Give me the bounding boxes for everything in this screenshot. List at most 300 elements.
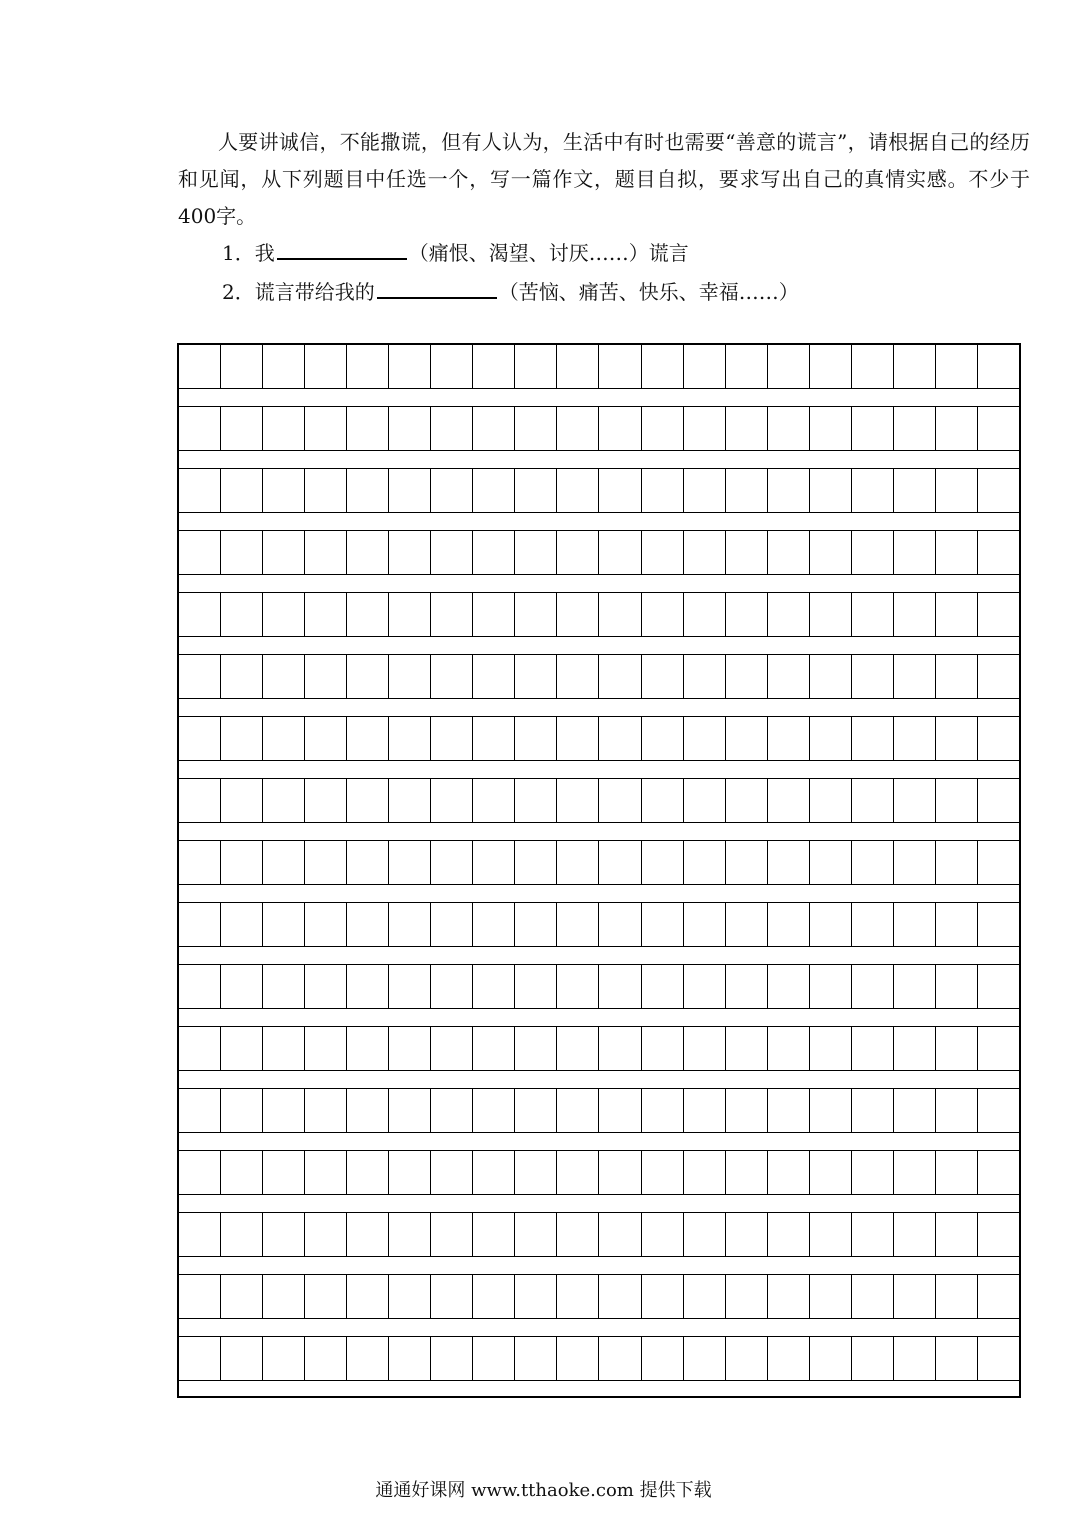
fill-in-blank[interactable] [377,296,497,299]
grid-cell[interactable] [557,1213,599,1256]
grid-cell[interactable] [642,593,684,636]
grid-cell[interactable] [389,1337,431,1380]
grid-cell[interactable] [431,655,473,698]
grid-cell[interactable] [894,1151,936,1194]
grid-cell[interactable] [221,1213,263,1256]
grid-cell[interactable] [431,1089,473,1132]
grid-cell[interactable] [515,779,557,822]
grid-cell[interactable] [894,841,936,884]
grid-cell[interactable] [473,779,515,822]
grid-cell[interactable] [852,1337,894,1380]
grid-cell[interactable] [263,965,305,1008]
grid-cell[interactable] [642,655,684,698]
grid-cell[interactable] [557,407,599,450]
grid-cell[interactable] [936,1213,978,1256]
grid-cell[interactable] [852,841,894,884]
grid-cell[interactable] [431,779,473,822]
grid-cell[interactable] [726,1151,768,1194]
grid-cell[interactable] [389,965,431,1008]
grid-cell[interactable] [347,779,389,822]
grid-cell[interactable] [179,717,221,760]
grid-cell[interactable] [936,1027,978,1070]
grid-cell[interactable] [305,1275,347,1318]
grid-cell[interactable] [473,1213,515,1256]
grid-cell[interactable] [557,1337,599,1380]
grid-cell[interactable] [179,469,221,512]
grid-cell[interactable] [431,1213,473,1256]
grid-cell[interactable] [642,469,684,512]
grid-cell[interactable] [978,841,1019,884]
grid-cell[interactable] [263,407,305,450]
grid-cell[interactable] [852,345,894,388]
grid-cell[interactable] [684,655,726,698]
grid-cell[interactable] [810,593,852,636]
grid-cell[interactable] [347,655,389,698]
grid-cell[interactable] [515,1027,557,1070]
grid-cell[interactable] [768,1151,810,1194]
grid-cell[interactable] [936,1337,978,1380]
grid-cell[interactable] [852,965,894,1008]
grid-cell[interactable] [347,841,389,884]
grid-cell[interactable] [894,903,936,946]
grid-cell[interactable] [305,469,347,512]
grid-cell[interactable] [852,1275,894,1318]
grid-cell[interactable] [221,717,263,760]
grid-cell[interactable] [557,1275,599,1318]
grid-cell[interactable] [431,1027,473,1070]
grid-cell[interactable] [515,1089,557,1132]
grid-cell[interactable] [599,1027,641,1070]
grid-cell[interactable] [515,1275,557,1318]
grid-cell[interactable] [599,1213,641,1256]
grid-cell[interactable] [179,1213,221,1256]
grid-cell[interactable] [894,531,936,574]
grid-cell[interactable] [978,779,1019,822]
grid-cell[interactable] [978,903,1019,946]
grid-cell[interactable] [599,1337,641,1380]
grid-cell[interactable] [221,965,263,1008]
grid-cell[interactable] [515,1337,557,1380]
grid-cell[interactable] [894,779,936,822]
grid-cell[interactable] [684,1213,726,1256]
grid-cell[interactable] [431,1275,473,1318]
grid-cell[interactable] [431,1151,473,1194]
grid-cell[interactable] [179,1151,221,1194]
grid-cell[interactable] [431,531,473,574]
grid-cell[interactable] [684,407,726,450]
grid-cell[interactable] [978,655,1019,698]
grid-cell[interactable] [473,1275,515,1318]
grid-cell[interactable] [389,407,431,450]
grid-cell[interactable] [726,345,768,388]
grid-cell[interactable] [431,407,473,450]
grid-cell[interactable] [768,469,810,512]
grid-cell[interactable] [642,903,684,946]
grid-cell[interactable] [305,531,347,574]
grid-cell[interactable] [684,531,726,574]
grid-cell[interactable] [473,965,515,1008]
grid-cell[interactable] [305,593,347,636]
grid-cell[interactable] [389,1213,431,1256]
grid-cell[interactable] [263,345,305,388]
grid-cell[interactable] [221,903,263,946]
grid-cell[interactable] [515,1213,557,1256]
grid-cell[interactable] [894,717,936,760]
grid-cell[interactable] [768,841,810,884]
grid-cell[interactable] [768,407,810,450]
grid-cell[interactable] [515,903,557,946]
grid-cell[interactable] [557,717,599,760]
grid-cell[interactable] [557,531,599,574]
grid-cell[interactable] [431,841,473,884]
grid-cell[interactable] [599,531,641,574]
grid-cell[interactable] [936,469,978,512]
grid-cell[interactable] [347,903,389,946]
grid-cell[interactable] [347,1151,389,1194]
grid-cell[interactable] [810,1275,852,1318]
grid-cell[interactable] [263,469,305,512]
grid-cell[interactable] [347,965,389,1008]
grid-cell[interactable] [347,469,389,512]
grid-cell[interactable] [389,717,431,760]
grid-cell[interactable] [642,531,684,574]
grid-cell[interactable] [431,1337,473,1380]
grid-cell[interactable] [221,779,263,822]
grid-cell[interactable] [305,1213,347,1256]
grid-cell[interactable] [473,1151,515,1194]
grid-cell[interactable] [431,469,473,512]
grid-cell[interactable] [768,345,810,388]
grid-cell[interactable] [599,345,641,388]
grid-cell[interactable] [684,1089,726,1132]
grid-cell[interactable] [852,407,894,450]
grid-cell[interactable] [179,1027,221,1070]
grid-cell[interactable] [305,841,347,884]
grid-cell[interactable] [221,1275,263,1318]
grid-cell[interactable] [473,1089,515,1132]
grid-cell[interactable] [347,1089,389,1132]
grid-cell[interactable] [684,1151,726,1194]
grid-cell[interactable] [810,903,852,946]
grid-cell[interactable] [263,1337,305,1380]
grid-cell[interactable] [263,1027,305,1070]
grid-cell[interactable] [978,717,1019,760]
grid-cell[interactable] [810,407,852,450]
grid-cell[interactable] [810,1213,852,1256]
grid-cell[interactable] [726,593,768,636]
grid-cell[interactable] [810,1151,852,1194]
grid-cell[interactable] [599,903,641,946]
grid-cell[interactable] [221,531,263,574]
grid-cell[interactable] [978,469,1019,512]
grid-cell[interactable] [389,593,431,636]
grid-cell[interactable] [642,717,684,760]
grid-cell[interactable] [557,655,599,698]
grid-cell[interactable] [810,469,852,512]
grid-cell[interactable] [684,717,726,760]
grid-cell[interactable] [221,1027,263,1070]
grid-cell[interactable] [894,1089,936,1132]
grid-cell[interactable] [936,655,978,698]
grid-cell[interactable] [431,965,473,1008]
grid-cell[interactable] [557,345,599,388]
grid-cell[interactable] [473,717,515,760]
grid-cell[interactable] [305,903,347,946]
grid-cell[interactable] [305,1337,347,1380]
grid-cell[interactable] [936,1151,978,1194]
grid-cell[interactable] [936,345,978,388]
grid-cell[interactable] [221,1337,263,1380]
grid-cell[interactable] [768,1337,810,1380]
grid-cell[interactable] [347,531,389,574]
grid-cell[interactable] [515,407,557,450]
grid-cell[interactable] [810,531,852,574]
grid-cell[interactable] [894,1337,936,1380]
grid-cell[interactable] [599,593,641,636]
grid-cell[interactable] [473,841,515,884]
grid-cell[interactable] [515,345,557,388]
grid-cell[interactable] [473,593,515,636]
grid-cell[interactable] [642,841,684,884]
grid-cell[interactable] [179,531,221,574]
grid-cell[interactable] [684,345,726,388]
grid-cell[interactable] [515,841,557,884]
grid-cell[interactable] [179,903,221,946]
grid-cell[interactable] [642,345,684,388]
grid-cell[interactable] [894,593,936,636]
grid-cell[interactable] [726,965,768,1008]
grid-cell[interactable] [599,779,641,822]
grid-cell[interactable] [852,593,894,636]
grid-cell[interactable] [936,407,978,450]
grid-cell[interactable] [642,1027,684,1070]
grid-cell[interactable] [515,469,557,512]
grid-cell[interactable] [431,593,473,636]
grid-cell[interactable] [305,655,347,698]
grid-cell[interactable] [684,779,726,822]
grid-cell[interactable] [852,1089,894,1132]
grid-cell[interactable] [389,469,431,512]
grid-cell[interactable] [978,407,1019,450]
grid-cell[interactable] [305,965,347,1008]
grid-cell[interactable] [726,469,768,512]
grid-cell[interactable] [347,1027,389,1070]
grid-cell[interactable] [894,345,936,388]
grid-cell[interactable] [936,531,978,574]
grid-cell[interactable] [389,345,431,388]
grid-cell[interactable] [936,1275,978,1318]
grid-cell[interactable] [726,407,768,450]
grid-cell[interactable] [936,841,978,884]
grid-cell[interactable] [852,531,894,574]
grid-cell[interactable] [642,407,684,450]
grid-cell[interactable] [642,1337,684,1380]
grid-cell[interactable] [389,1275,431,1318]
grid-cell[interactable] [221,345,263,388]
grid-cell[interactable] [852,1151,894,1194]
grid-cell[interactable] [389,1089,431,1132]
grid-cell[interactable] [179,655,221,698]
grid-cell[interactable] [768,717,810,760]
grid-cell[interactable] [768,1089,810,1132]
grid-cell[interactable] [726,1089,768,1132]
grid-cell[interactable] [557,469,599,512]
grid-cell[interactable] [978,593,1019,636]
grid-cell[interactable] [263,655,305,698]
grid-cell[interactable] [852,903,894,946]
grid-cell[interactable] [978,1151,1019,1194]
grid-cell[interactable] [810,841,852,884]
grid-cell[interactable] [389,841,431,884]
grid-cell[interactable] [263,1151,305,1194]
grid-cell[interactable] [894,1027,936,1070]
grid-cell[interactable] [179,1275,221,1318]
grid-cell[interactable] [347,1275,389,1318]
grid-cell[interactable] [894,655,936,698]
grid-cell[interactable] [599,717,641,760]
grid-cell[interactable] [810,717,852,760]
grid-cell[interactable] [347,1213,389,1256]
grid-cell[interactable] [684,593,726,636]
grid-cell[interactable] [263,531,305,574]
grid-cell[interactable] [684,903,726,946]
grid-cell[interactable] [810,965,852,1008]
grid-cell[interactable] [221,1089,263,1132]
grid-cell[interactable] [347,345,389,388]
grid-cell[interactable] [179,593,221,636]
grid-cell[interactable] [978,1027,1019,1070]
grid-cell[interactable] [978,965,1019,1008]
grid-cell[interactable] [894,965,936,1008]
grid-cell[interactable] [852,717,894,760]
grid-cell[interactable] [852,1027,894,1070]
grid-cell[interactable] [179,965,221,1008]
grid-cell[interactable] [726,1027,768,1070]
grid-cell[interactable] [515,531,557,574]
grid-cell[interactable] [473,407,515,450]
grid-cell[interactable] [263,1089,305,1132]
grid-cell[interactable] [768,1213,810,1256]
grid-cell[interactable] [978,345,1019,388]
grid-cell[interactable] [599,469,641,512]
fill-in-blank[interactable] [277,257,407,260]
grid-cell[interactable] [684,841,726,884]
grid-cell[interactable] [347,717,389,760]
grid-cell[interactable] [894,469,936,512]
grid-cell[interactable] [515,717,557,760]
grid-cell[interactable] [557,1089,599,1132]
grid-cell[interactable] [263,1275,305,1318]
grid-cell[interactable] [557,841,599,884]
grid-cell[interactable] [221,1151,263,1194]
grid-cell[interactable] [179,841,221,884]
grid-cell[interactable] [389,655,431,698]
grid-cell[interactable] [557,1151,599,1194]
grid-cell[interactable] [978,1213,1019,1256]
grid-cell[interactable] [515,965,557,1008]
grid-cell[interactable] [599,1275,641,1318]
grid-cell[interactable] [642,1089,684,1132]
grid-cell[interactable] [810,779,852,822]
grid-cell[interactable] [852,779,894,822]
grid-cell[interactable] [557,1027,599,1070]
grid-cell[interactable] [431,717,473,760]
grid-cell[interactable] [347,407,389,450]
grid-cell[interactable] [599,407,641,450]
grid-cell[interactable] [599,1089,641,1132]
grid-cell[interactable] [473,469,515,512]
grid-cell[interactable] [642,965,684,1008]
grid-cell[interactable] [936,1089,978,1132]
grid-cell[interactable] [263,903,305,946]
grid-cell[interactable] [305,345,347,388]
grid-cell[interactable] [684,1275,726,1318]
grid-cell[interactable] [726,531,768,574]
grid-cell[interactable] [768,1275,810,1318]
grid-cell[interactable] [852,469,894,512]
grid-cell[interactable] [305,1151,347,1194]
grid-cell[interactable] [473,345,515,388]
grid-cell[interactable] [684,469,726,512]
grid-cell[interactable] [221,407,263,450]
grid-cell[interactable] [599,841,641,884]
grid-cell[interactable] [810,655,852,698]
grid-cell[interactable] [684,1027,726,1070]
grid-cell[interactable] [978,531,1019,574]
grid-cell[interactable] [557,903,599,946]
grid-cell[interactable] [642,1275,684,1318]
grid-cell[interactable] [894,1275,936,1318]
grid-cell[interactable] [221,593,263,636]
grid-cell[interactable] [179,779,221,822]
grid-cell[interactable] [936,965,978,1008]
grid-cell[interactable] [305,1027,347,1070]
grid-cell[interactable] [684,965,726,1008]
grid-cell[interactable] [221,469,263,512]
grid-cell[interactable] [599,655,641,698]
grid-cell[interactable] [179,345,221,388]
grid-cell[interactable] [515,1151,557,1194]
grid-cell[interactable] [810,1089,852,1132]
grid-cell[interactable] [305,1089,347,1132]
grid-cell[interactable] [179,1337,221,1380]
grid-cell[interactable] [473,531,515,574]
grid-cell[interactable] [768,593,810,636]
grid-cell[interactable] [263,1213,305,1256]
grid-cell[interactable] [642,779,684,822]
grid-cell[interactable] [684,1337,726,1380]
grid-cell[interactable] [978,1275,1019,1318]
grid-cell[interactable] [431,903,473,946]
grid-cell[interactable] [768,655,810,698]
grid-cell[interactable] [515,593,557,636]
grid-cell[interactable] [263,593,305,636]
grid-cell[interactable] [642,1151,684,1194]
grid-cell[interactable] [726,841,768,884]
grid-cell[interactable] [389,1151,431,1194]
grid-cell[interactable] [726,1337,768,1380]
grid-cell[interactable] [515,655,557,698]
grid-cell[interactable] [389,903,431,946]
grid-cell[interactable] [473,903,515,946]
grid-cell[interactable] [768,965,810,1008]
grid-cell[interactable] [852,655,894,698]
grid-cell[interactable] [389,779,431,822]
grid-cell[interactable] [557,779,599,822]
grid-cell[interactable] [768,1027,810,1070]
grid-cell[interactable] [726,655,768,698]
grid-cell[interactable] [768,903,810,946]
